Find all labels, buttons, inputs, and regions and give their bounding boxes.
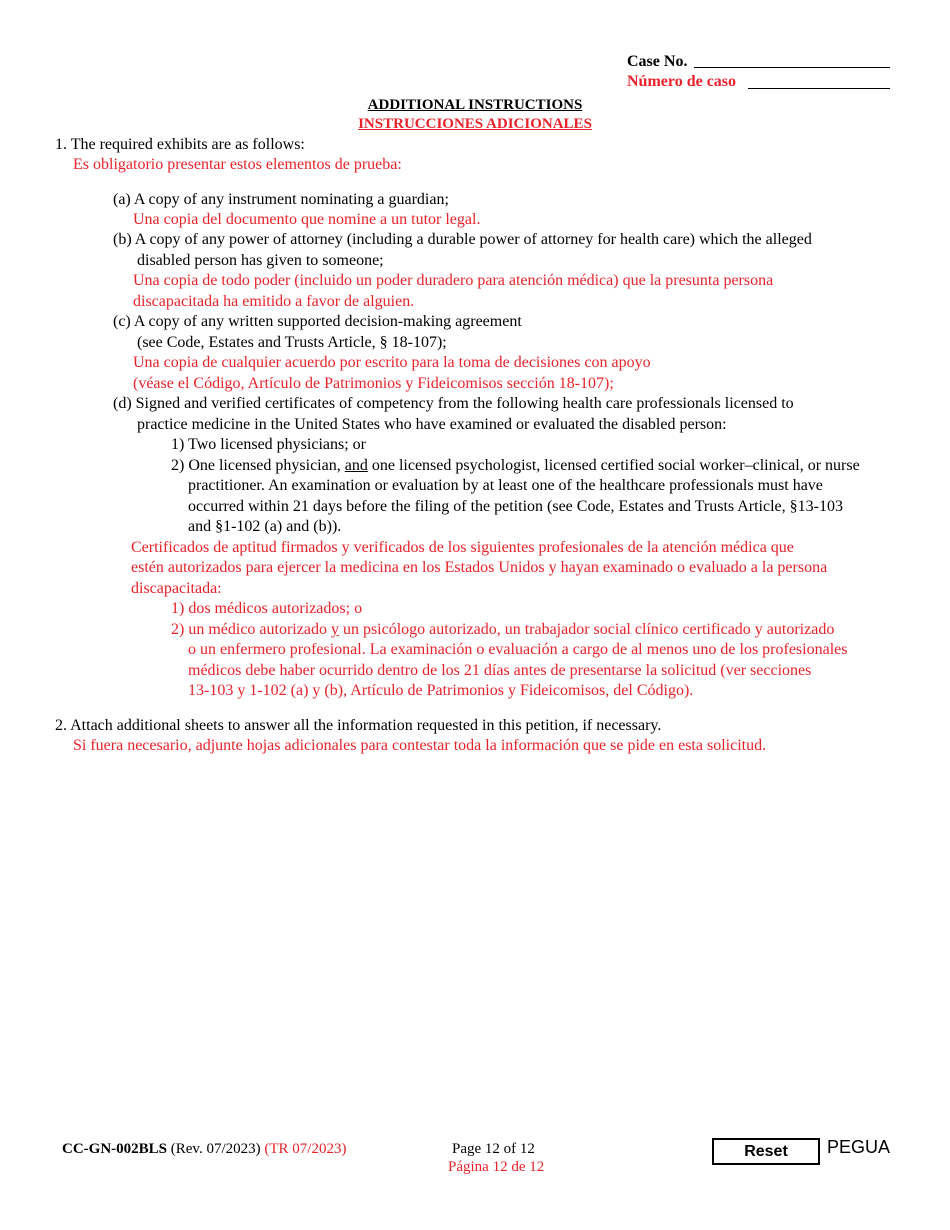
page-title-es: INSTRUCCIONES ADICIONALES bbox=[358, 116, 592, 132]
item1-b-line1: (b) A copy of any power of attorney (including a durable power of attorney for health care) which the alleged bbox=[113, 231, 812, 248]
page-number: Page 12 of 12 bbox=[452, 1141, 535, 1157]
item1-b-es-line2: discapacitada ha emitido a favor de alguien. bbox=[133, 293, 415, 310]
case-number-line-es[interactable] bbox=[748, 88, 890, 89]
page-number-es: Página 12 de 12 bbox=[448, 1159, 545, 1175]
form-id: CC-GN-002BLS bbox=[62, 1141, 168, 1157]
item1-d2-es-line3: médicos debe haber ocurrido dentro de los 21 días antes de presentarse la solicitud (ver secciones bbox=[188, 662, 812, 679]
item1-a: (a) A copy of any instrument nominating a guardian; bbox=[113, 191, 449, 208]
item1-c-line2: (see Code, Estates and Trusts Article, § 18-107); bbox=[137, 334, 447, 351]
item1-c-line1: (c) A copy of any written supported decision-making agreement bbox=[113, 313, 522, 330]
case-number-label-es: Número de caso bbox=[627, 73, 737, 90]
item1-b-line2: disabled person has given to someone; bbox=[137, 252, 384, 269]
reset-button[interactable]: Reset bbox=[712, 1138, 820, 1165]
item1-d-es-line3: discapacitada: bbox=[131, 580, 222, 597]
item1-d2-es-line1 bbox=[171, 620, 834, 640]
item1-c-es-line1: Una copia de cualquier acuerdo por escrito para la toma de decisiones con apoyo bbox=[133, 354, 651, 371]
item2-text: 2. Attach additional sheets to answer all the information requested in this petition, if necessary. bbox=[55, 717, 662, 734]
item1-d-es-line2: estén autorizados para ejercer la medicina en los Estados Unidos y hayan examinado o evaluado a la persona bbox=[131, 559, 828, 576]
form-id-line bbox=[62, 1139, 346, 1159]
item1-d-line2: practice medicine in the United States who have examined or evaluated the disabled person: bbox=[137, 416, 727, 433]
item1-d-es-line1: Certificados de aptitud firmados y verificados de los siguientes profesionales de la atención médica que bbox=[131, 539, 794, 556]
case-number-label: Case No. bbox=[627, 53, 688, 70]
item1-d2-pre: 2) One licensed physician, bbox=[171, 457, 345, 474]
item1-d2-line4: and §1-102 (a) and (b)). bbox=[188, 518, 342, 535]
item1-d-line1: (d) Signed and verified certificates of competency from the following health care professionals licensed to bbox=[113, 395, 794, 412]
item1-a-es: Una copia del documento que nomine a un tutor legal. bbox=[133, 211, 481, 228]
case-number-line[interactable] bbox=[694, 67, 890, 68]
item1-d2-line2: practitioner. An examination or evaluation by at least one of the healthcare professionals must have bbox=[188, 477, 823, 494]
item1-d1: 1) Two licensed physicians; or bbox=[171, 436, 366, 453]
page-title: ADDITIONAL INSTRUCTIONS bbox=[367, 97, 583, 113]
item1-d1-es: 1) dos médicos autorizados; o bbox=[171, 600, 363, 617]
form-revision: (Rev. 07/2023) bbox=[167, 1141, 265, 1157]
item1-d2-post: one licensed psychologist, licensed certified social worker–clinical, or nurse bbox=[367, 457, 860, 474]
item1-intro: 1. The required exhibits are as follows: bbox=[55, 136, 305, 153]
item1-d2-es-pre: 2) un médico autorizado bbox=[171, 621, 331, 638]
item1-d2-es-post: un psicólogo autorizado, un trabajador social clínico certificado y autorizado bbox=[338, 621, 835, 638]
form-translation-revision: (TR 07/2023) bbox=[264, 1141, 347, 1157]
item1-d2-and: and bbox=[344, 457, 368, 474]
pegua-label: PEGUA bbox=[827, 1137, 891, 1157]
item1-intro-es: Es obligatorio presentar estos elementos de prueba: bbox=[73, 156, 402, 173]
item1-d2-es-line4: 13-103 y 1-102 (a) y (b), Artículo de Patrimonios y Fideicomisos, del Código). bbox=[188, 682, 694, 699]
item1-d2-es-line2: o un enfermero profesional. La examinación o evaluación a cargo de al menos uno de los profesionales bbox=[188, 641, 848, 658]
item1-d2-line1 bbox=[171, 456, 860, 476]
item1-d2-line3: occurred within 21 days before the filing of the petition (see Code, Estates and Trusts Article, §13-103 bbox=[188, 498, 843, 515]
item2-text-es: Si fuera necesario, adjunte hojas adicionales para contestar toda la información que se pide en esta solicitud. bbox=[73, 737, 767, 754]
item1-c-es-line2: (véase el Código, Artículo de Patrimonios y Fideicomisos sección 18-107); bbox=[133, 375, 614, 392]
item1-d2-es-y: y bbox=[330, 621, 339, 638]
item1-b-es-line1: Una copia de todo poder (incluido un poder duradero para atención médica) que la presunta persona bbox=[133, 272, 774, 289]
